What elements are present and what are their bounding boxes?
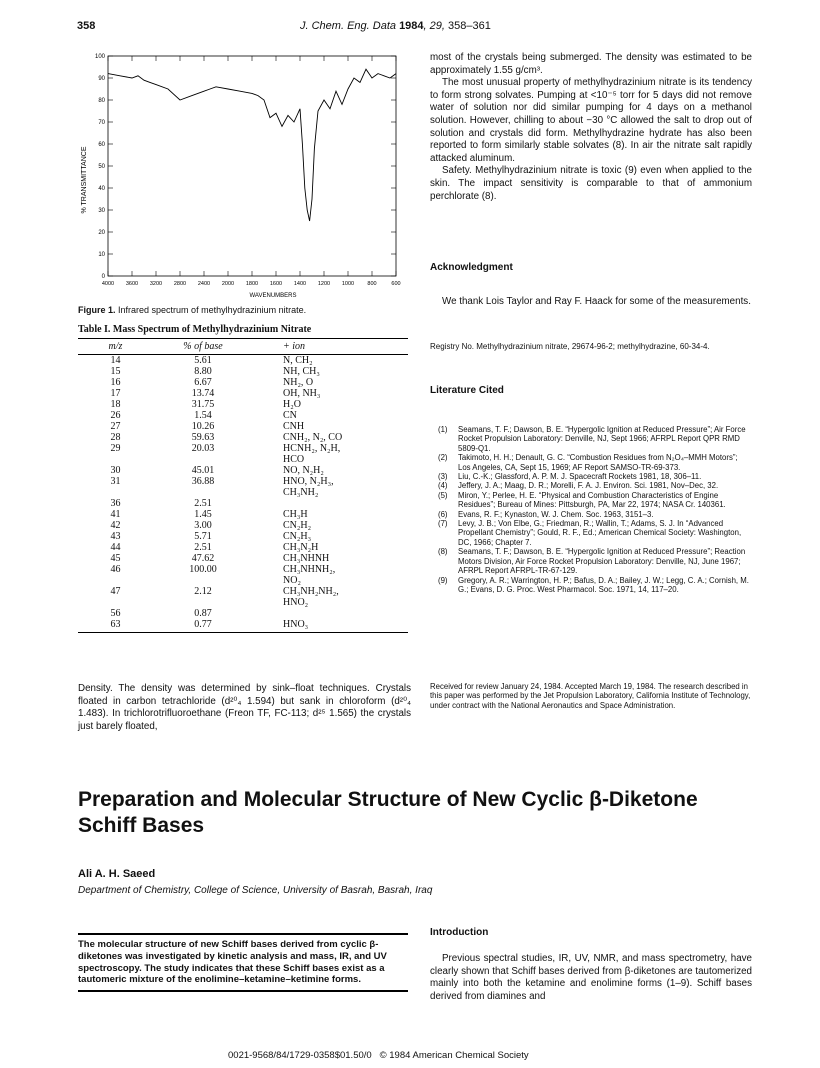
cell-ion: HNO, N₂H₃, xyxy=(283,476,334,487)
cell-percent: 0.77 xyxy=(153,619,253,633)
cell-mz xyxy=(78,454,153,465)
x-tick-label: 600 xyxy=(391,281,401,287)
reference-number: (6) xyxy=(438,509,448,519)
table-row xyxy=(78,608,408,619)
cell-percent: 36.88 xyxy=(191,476,215,487)
table-row xyxy=(78,355,408,367)
reference-number: (8) xyxy=(438,547,448,557)
cell-percent: 2.51 xyxy=(194,498,212,509)
y-tick-label: 20 xyxy=(98,230,105,236)
cell-percent: 6.67 xyxy=(194,377,212,388)
cell-ion: HNO₃ xyxy=(253,619,408,633)
x-tick-label: 3600 xyxy=(125,281,139,287)
plot-frame xyxy=(108,56,396,276)
cell-ion: CH₃NH₂NH₂, xyxy=(283,586,339,597)
cell-mz: 31 xyxy=(110,476,121,487)
cell-percent xyxy=(153,454,253,465)
y-tick-label: 30 xyxy=(98,208,105,214)
cell-ion xyxy=(253,498,408,509)
reference-item xyxy=(430,576,752,595)
cell-percent: 100.00 xyxy=(189,564,217,575)
y-tick-label: 90 xyxy=(98,76,105,82)
cell-mz xyxy=(78,597,153,608)
cell-mz: 15 xyxy=(110,366,121,377)
table-row xyxy=(78,388,408,399)
cell-percent: 8.80 xyxy=(194,366,212,377)
x-tick-label: 2000 xyxy=(221,281,235,287)
table-row xyxy=(78,399,408,410)
y-tick-label: 10 xyxy=(98,252,105,258)
ir-spectrum-chart xyxy=(78,50,408,300)
cell-ion: CH₃NHNH xyxy=(283,553,330,564)
table-row xyxy=(78,498,408,509)
reference-item xyxy=(430,510,752,519)
cell-mz xyxy=(78,487,153,498)
affiliation: Department of Chemistry, College of Science, University of Basrah, Basrah, Iraq xyxy=(78,885,433,896)
abstract: The molecular structure of new Schiff bases derived from cyclic β-diketones was investigated by kinetic analysis and mass, IR, and UV spectroscopy. The study indicates that these Schiff bases exist as a tautomeric mixture of the enolimine–ketamine–ketimine forms. xyxy=(78,933,408,992)
cell-percent: 1.45 xyxy=(194,509,212,520)
cell-mz: 41 xyxy=(110,509,121,520)
y-tick-label: 80 xyxy=(98,98,105,104)
reference-list xyxy=(430,425,752,594)
cell-mz: 30 xyxy=(110,465,121,476)
x-axis-label: WAVENUMBERS xyxy=(249,293,297,299)
cell-ion: N, CH₂ xyxy=(283,355,313,366)
right-column-text xyxy=(430,52,752,203)
registry-numbers: Registry No. Methylhydrazinium nitrate, 29674-96-2; methylhydrazine, 60-34-4. xyxy=(430,342,710,351)
table-row xyxy=(78,377,408,388)
cell-percent xyxy=(153,597,253,608)
reference-text: Seamans, T. F.; Dawson, B. E. “Hypergolic Ignition at Reduced Pressure”; Reaction Motors Division, Air Force Rocket Propulsion Laboratory: Denville, NJ, June 1967; AFRPL Report AFRPL-TR-67-129. xyxy=(458,547,746,576)
cell-ion: CNH₂, N₂, CO xyxy=(283,432,343,443)
y-tick-label: 40 xyxy=(98,186,105,192)
table-row xyxy=(78,443,408,454)
ack-text: We thank Lois Taylor and Ray F. Haack for some of the measurements. xyxy=(442,296,751,307)
cell-ion: NO, N₂H₂ xyxy=(283,465,324,476)
table-row xyxy=(78,553,408,564)
cell-percent: 3.00 xyxy=(194,520,212,531)
lit-heading: Literature Cited xyxy=(430,385,504,396)
x-tick-label: 2400 xyxy=(197,281,211,287)
reference-number: (2) xyxy=(438,453,448,463)
cell-mz: 36 xyxy=(110,498,121,509)
table-row xyxy=(78,432,408,443)
cell-percent: 5.71 xyxy=(194,531,212,542)
x-tick-label: 3200 xyxy=(149,281,163,287)
cell-percent: 47.62 xyxy=(191,553,215,564)
reference-item xyxy=(430,472,752,481)
cell-percent: 5.61 xyxy=(194,355,212,366)
reference-item xyxy=(430,519,752,547)
reference-text: Gregory, A. R.; Warrington, H. P.; Bafus, D. A.; Bailey, J. W.; Legg, C. A.; Cornish, M. G.; Evans, D. G. Proc. West Pharmacol. Soc. 1971, 14, 117–20. xyxy=(458,575,749,594)
reference-text: Liu, C.-K.; Glassford, A. P. M. J. Spacecraft Rockets 1981, 18, 306–11. xyxy=(458,472,702,482)
cell-mz: 17 xyxy=(110,388,121,399)
reference-item xyxy=(430,491,752,510)
reference-text: Evans, R. F.; Kynaston, W. J. Chem. Soc. 1963, 3151–3. xyxy=(458,509,654,519)
cell-percent xyxy=(153,487,253,498)
intro-heading: Introduction xyxy=(430,927,489,938)
cell-ion xyxy=(253,608,408,619)
x-tick-label: 1000 xyxy=(341,281,355,287)
cell-ion: CN₂H₃ xyxy=(283,531,312,542)
reference-text: Levy, J. B.; Von Elbe, G.; Friedman, R.; Wallin, T.; Adams, S. J. In “Advanced Propellant Chemistry”; Gould, R. F., Ed.; American Chemical Society: Washington, DC, 1966; Chapter 7. xyxy=(458,519,742,547)
cell-ion: HNO₂ xyxy=(283,597,309,608)
cell-ion: NH₂, O xyxy=(283,377,314,388)
cell-mz: 16 xyxy=(110,377,121,388)
received-note: Received for review January 24, 1984. Accepted March 19, 1984. The research described in this paper was performed by the Jet Propulsion Laboratory, California Institute of Technology, under contract with the National Aeronautics and Space Administration. xyxy=(430,682,751,710)
cell-percent: 10.26 xyxy=(191,421,215,432)
reference-number: (1) xyxy=(438,425,448,434)
cell-mz: 63 xyxy=(78,619,153,633)
y-tick-label: 70 xyxy=(98,120,105,126)
reference-text: Takimoto, H. H.; Denault, G. C. “Combustion Residues from N₂O₄–MMH Motors”; Los Angeles, CA, Sept 15, 1969; AF Report SAMSO-TR-69-373. xyxy=(458,453,738,472)
cell-ion: CH₃N₂H xyxy=(283,542,319,553)
table-row xyxy=(78,542,408,553)
cell-ion: NO₂ xyxy=(283,575,301,586)
cell-percent: 2.12 xyxy=(194,586,212,597)
x-tick-label: 1600 xyxy=(269,281,283,287)
cell-percent: 59.63 xyxy=(191,432,215,443)
reference-number: (7) xyxy=(438,519,448,529)
reference-number: (3) xyxy=(438,472,448,482)
density-continuation: most of the crystals being submerged. The density was estimated to be approximately 1.55 g/cm³. xyxy=(430,52,752,76)
cell-ion: CH₃H xyxy=(283,509,308,520)
ack-heading: Acknowledgment xyxy=(430,262,513,273)
table-row xyxy=(78,410,408,421)
cell-percent: 45.01 xyxy=(191,465,215,476)
author: Ali A. H. Saeed xyxy=(78,868,156,880)
cell-ion: CH₃NHNH₂, xyxy=(283,564,336,575)
table-row xyxy=(78,619,408,633)
table-row xyxy=(78,597,408,608)
cell-mz: 47 xyxy=(110,586,121,597)
reference-number: (4) xyxy=(438,481,448,491)
cell-percent: 0.87 xyxy=(194,608,212,619)
reference-item xyxy=(430,547,752,575)
cell-mz: 18 xyxy=(110,399,121,410)
article-title: Preparation and Molecular Structure of New Cyclic β-Diketone Schiff Bases xyxy=(78,788,698,837)
x-tick-label: 1800 xyxy=(245,281,259,287)
cell-ion: CN xyxy=(283,410,297,421)
cell-ion: NH, CH₃ xyxy=(283,366,320,377)
y-tick-label: 60 xyxy=(98,142,105,148)
table-row xyxy=(78,465,408,476)
running-header: J. Chem. Eng. Data 1984, 29, 358–361 xyxy=(300,20,491,32)
cell-mz: 27 xyxy=(110,421,121,432)
table-row xyxy=(78,487,408,498)
reference-item xyxy=(430,425,752,453)
table-row xyxy=(78,509,408,520)
col-percent: % of base xyxy=(153,339,253,355)
cell-mz: 14 xyxy=(110,355,121,366)
x-tick-label: 1200 xyxy=(317,281,331,287)
cell-mz: 43 xyxy=(110,531,121,542)
cell-ion: HCNH₂, N₂H, xyxy=(283,443,341,454)
cell-mz: 28 xyxy=(110,432,121,443)
cell-mz: 45 xyxy=(110,553,121,564)
safety-paragraph: Safety. Methylhydrazinium nitrate is toxic (9) even when applied to the skin. The impact sensitivity is comparable to that of ammonium perchlorate (8). xyxy=(430,165,752,202)
intro-text: Previous spectral studies, IR, UV, NMR, and mass spectrometry, have clearly shown that Schiff bases derived from β-diketones are tautomerized mainly into both the ketamine and enolimine forms (1–9). Schiff bases derived from diamines and xyxy=(430,953,752,1002)
table-row xyxy=(78,476,408,487)
cell-ion: CH₃NH₂ xyxy=(283,487,319,498)
cell-percent xyxy=(153,575,253,586)
x-tick-label: 2800 xyxy=(173,281,187,287)
reference-item xyxy=(430,481,752,490)
x-tick-label: 4000 xyxy=(101,281,115,287)
x-tick-label: 1400 xyxy=(293,281,307,287)
cell-ion: H₂O xyxy=(283,399,301,410)
reference-text: Miron, Y.; Perlee, H. E. “Physical and Combustion Characteristics of Engine Residues”; Bureau of Mines: Pittsburgh, PA, Mar 22, 1974; NASA Cr. 140361. xyxy=(458,490,726,510)
mass-spectrum-table xyxy=(78,338,408,633)
y-axis-label: % TRANSMITTANCE xyxy=(81,146,88,214)
footer: 0021-9568/84/1729-0358$01.50/0 © 1984 American Chemical Society xyxy=(228,1050,529,1061)
cell-percent: 13.74 xyxy=(191,388,215,399)
y-tick-label: 50 xyxy=(98,164,105,170)
cell-percent: 31.75 xyxy=(191,399,215,410)
cell-mz: 29 xyxy=(110,443,121,454)
table-row xyxy=(78,575,408,586)
ir-spectrum-figure xyxy=(78,50,408,300)
table-title: Table I. Mass Spectrum of Methylhydrazinium Nitrate xyxy=(78,324,312,335)
col-mz: m/z xyxy=(78,339,153,355)
table-row xyxy=(78,531,408,542)
cell-ion: OH, NH₃ xyxy=(283,388,321,399)
table-row xyxy=(78,454,408,465)
col-ion: + ion xyxy=(253,339,408,355)
figure-caption: Figure 1. Infrared spectrum of methylhydrazinium nitrate. xyxy=(78,305,307,315)
cell-mz: 26 xyxy=(110,410,121,421)
table-row xyxy=(78,564,408,575)
cell-mz: 46 xyxy=(110,564,121,575)
cell-percent: 1.54 xyxy=(194,410,212,421)
cell-mz: 56 xyxy=(110,608,121,619)
density-paragraph: Density. The density was determined by sink–float techniques. Crystals floated in carbon tetrachloride (d²⁰₄ 1.594) but sank in chloroform (d²⁰₄ 1.483). In trichlorotrifluoroethane (Freon TF, FC-113; d²⁵ 1.565) the crystals just barely floated, xyxy=(78,683,411,732)
spectrum-line xyxy=(108,69,396,221)
reference-text: Jeffery, J. A.; Maag, D. R.; Morelli, F. A. J. Environ. Sci. 1981, Nov–Dec, 32. xyxy=(458,481,719,491)
reference-text: Seamans, T. F.; Dawson, B. E. “Hypergolic Ignition at Reduced Pressure”; Air Force Rocket Propulsion Laboratory: Denville, NJ, Sept 1966; AFRPL Report QPR RMD 5809-Q1. xyxy=(458,425,746,453)
cell-ion: CN₂H₂ xyxy=(283,520,312,531)
cell-percent: 20.03 xyxy=(191,443,215,454)
reference-item xyxy=(430,453,752,472)
table-row xyxy=(78,421,408,432)
cell-ion: CNH xyxy=(283,421,305,432)
cell-ion: HCO xyxy=(283,454,305,465)
table-row xyxy=(78,520,408,531)
y-tick-label: 0 xyxy=(101,274,105,280)
cell-mz xyxy=(78,575,153,586)
solvate-paragraph: The most unusual property of methylhydrazinium nitrate is its tendency to form strong solvates. Pumping at <10⁻⁵ torr for 5 days did not remove water of solution nor did similar pumping for 4 days on a methanol solution. However, chilling to about −30 °C allowed the salt to drop out of solution and crystals did form. Methylhydrazine hydrate has also been reported to form similarly stable solvates (8). In air the nitrate salt rapidly attacked aluminum. xyxy=(430,77,752,164)
table-row xyxy=(78,366,408,377)
cell-mz: 42 xyxy=(110,520,121,531)
page-number: 358 xyxy=(77,20,96,32)
x-tick-label: 800 xyxy=(367,281,377,287)
reference-number: (9) xyxy=(438,575,448,585)
table-row xyxy=(78,586,408,597)
cell-mz: 44 xyxy=(110,542,121,553)
reference-number: (5) xyxy=(438,490,448,500)
cell-percent: 2.51 xyxy=(194,542,212,553)
y-tick-label: 100 xyxy=(94,54,105,60)
